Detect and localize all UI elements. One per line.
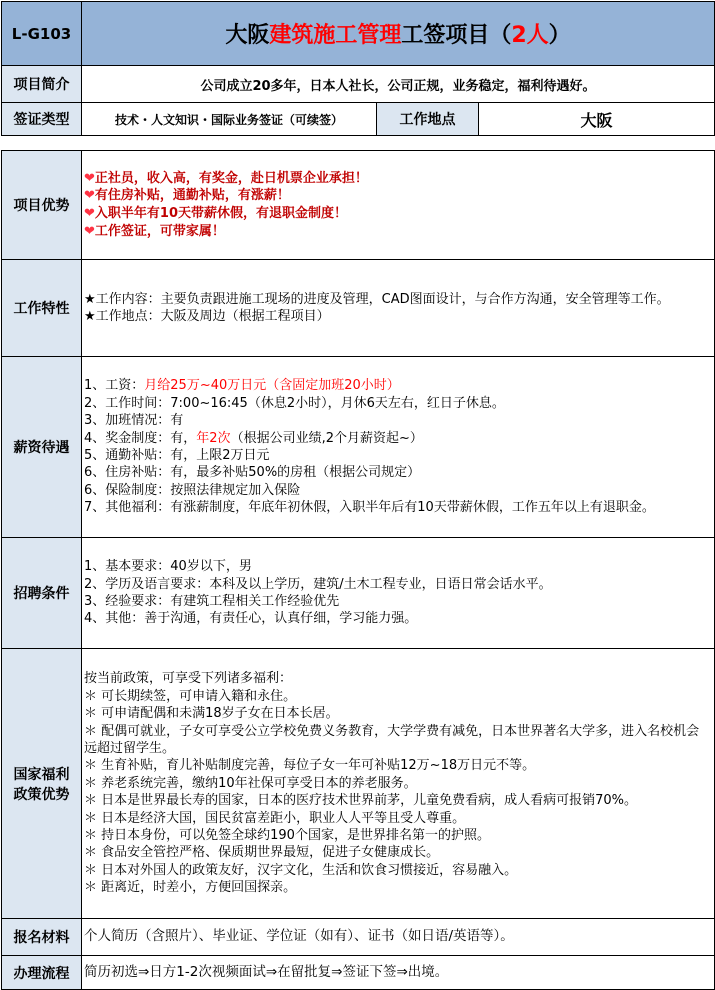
project-code: L-G103: [2, 2, 82, 66]
visa-type: 技术・人文知识・国际业务签证（可续签）: [82, 103, 377, 136]
welfare-item: ＊ 可长期续签，可申请入籍和永住。: [84, 688, 297, 704]
welfare-item: ＊ 生育补贴，育儿补贴制度完善，每位子女一年可补贴12万~18万日元不等。: [84, 758, 536, 774]
materials-text: 个人简历（含照片）、毕业证、学位证（如有）、证书（如日语/英语等）。: [82, 919, 715, 956]
title-close: ）: [548, 23, 571, 48]
requirements-label: 招聘条件: [2, 538, 82, 649]
welfare-label: 国家福利 政策优势: [2, 649, 82, 919]
title-project: 工签项目（: [401, 23, 512, 48]
location-value: 大阪: [479, 103, 715, 136]
advantage-item: ❤有住房补贴，通勤补贴，有涨薪！: [84, 188, 290, 204]
heart-icon: ❤: [84, 170, 95, 186]
intro-text: 公司成立20多年，日本人社长，公司正规，业务稳定，福利待遇好。: [82, 66, 715, 103]
title-headcount: 2人: [511, 23, 549, 48]
salary-line: 7、其他福利：有涨薪制度，年底年初休假，入职半年后有10天带薪休假，工作五年以上有退职金。: [84, 500, 655, 516]
salary-amount: 月给25万~40万日元（含固定加班20小时）: [144, 378, 400, 394]
salary-line: 3、加班情况：有: [84, 413, 184, 429]
advantages-list: [82, 151, 715, 260]
location-label: 工作地点: [377, 103, 479, 136]
work-location: ★工作地点：大阪及周边（根据工程项目）: [84, 309, 330, 324]
requirement-item: 4、其他：善于沟通，有责任心，认真仔细，学习能力强。: [84, 611, 418, 627]
process-label: 办理流程: [2, 956, 82, 990]
salary-line: 4、奖金制度：有，年2次（根据公司业绩,2个月薪资起~）: [84, 430, 423, 446]
requirement-item: 1、基本要求：40岁以下，男: [84, 559, 252, 575]
advantage-item: ❤工作签证，可带家属！: [84, 223, 225, 239]
requirements-list: [82, 538, 715, 649]
detail-table: [1, 150, 715, 990]
welfare-item: ＊ 配偶可就业，子女可享受公立学校免费义务教育，大学学费有减免，日本世界著名大学多，进入名校机会远超过留学生。: [84, 723, 700, 756]
welfare-item: ＊ 持日本身份，可以免签全球约190个国家，是世界排名第一的护照。: [84, 828, 490, 844]
salary-details: [82, 357, 715, 538]
visa-label: 签证类型: [2, 103, 82, 136]
advantages-row: [2, 151, 715, 260]
header-table: [1, 1, 715, 136]
advantage-item: ❤正社员，收入高，有奖金，赴日机票企业承担！: [84, 170, 368, 186]
title-city: 大阪: [225, 23, 270, 48]
materials-row: [2, 919, 715, 956]
welfare-item: ＊ 日本是经济大国，国民贫富差距小，职业人人平等且受人尊重。: [84, 810, 466, 826]
welfare-item: ＊ 距离近，时差小，方便回国探亲。: [84, 880, 297, 896]
welfare-item: ＊ 食品安全管控严格、保质期世界最短，促进子女健康成长。: [84, 845, 440, 861]
salary-line: 2、工作时间：7:00~16:45（休息2小时），月休6天左右，红日子休息。: [84, 395, 505, 411]
welfare-item: ＊ 日本对外国人的政策友好，汉字文化，生活和饮食习惯接近，容易融入。: [84, 862, 518, 878]
materials-label: 报名材料: [2, 919, 82, 956]
work-details: [82, 260, 715, 357]
title-job: 建筑施工管理: [269, 23, 402, 48]
welfare-row: [2, 649, 715, 919]
advantages-label: 项目优势: [2, 151, 82, 260]
salary-line: 6、保险制度：按照法律规定加入保险: [84, 482, 301, 498]
page-title: [82, 2, 715, 66]
welfare-item: ＊ 可申请配偶和未满18岁子女在日本长居。: [84, 706, 339, 722]
work-content: ★工作内容：主要负责跟进施工现场的进度及管理，CAD图面设计，与合作方沟通，安全管理等工作。: [84, 291, 670, 307]
requirement-item: 2、学历及语言要求：本科及以上学历，建筑/土木工程专业，日语日常会话水平。: [84, 576, 552, 592]
salary-row: [2, 357, 715, 538]
requirements-row: [2, 538, 715, 649]
heart-icon: ❤: [84, 223, 95, 239]
welfare-list: [82, 649, 715, 919]
heart-icon: ❤: [84, 206, 95, 221]
salary-label: 薪资待遇: [2, 357, 82, 538]
salary-line: 6、住房补贴：有，最多补贴50%的房租（根据公司规定）: [84, 465, 421, 481]
salary-line: 5、通勤补贴：有，上限2万日元: [84, 448, 270, 463]
heart-icon: ❤: [84, 188, 95, 204]
salary-line: 1、工资：月给25万~40万日元（含固定加班20小时）: [84, 378, 400, 394]
advantage-item: ❤入职半年有10天带薪休假，有退职金制度！: [84, 206, 347, 221]
work-label: 工作特性: [2, 260, 82, 357]
work-row: [2, 260, 715, 357]
intro-label: 项目简介: [2, 66, 82, 103]
welfare-item: 按当前政策，可享受下列诸多福利：: [84, 671, 293, 687]
welfare-item: ＊ 养老系统完善，缴纳10年社保可享受日本的养老服务。: [84, 775, 417, 791]
bonus-frequency: 年2次: [196, 430, 231, 446]
process-row: [2, 956, 715, 990]
requirement-item: 3、经验要求：有建筑工程相关工作经验优先: [84, 594, 340, 609]
process-text: 简历初选⇒日方1-2次视频面试⇒在留批复⇒签证下签⇒出境。: [82, 956, 715, 990]
welfare-item: ＊ 日本是世界最长寿的国家，日本的医疗技术世界前茅，儿童免费看病，成人看病可报销70%。: [84, 793, 638, 809]
